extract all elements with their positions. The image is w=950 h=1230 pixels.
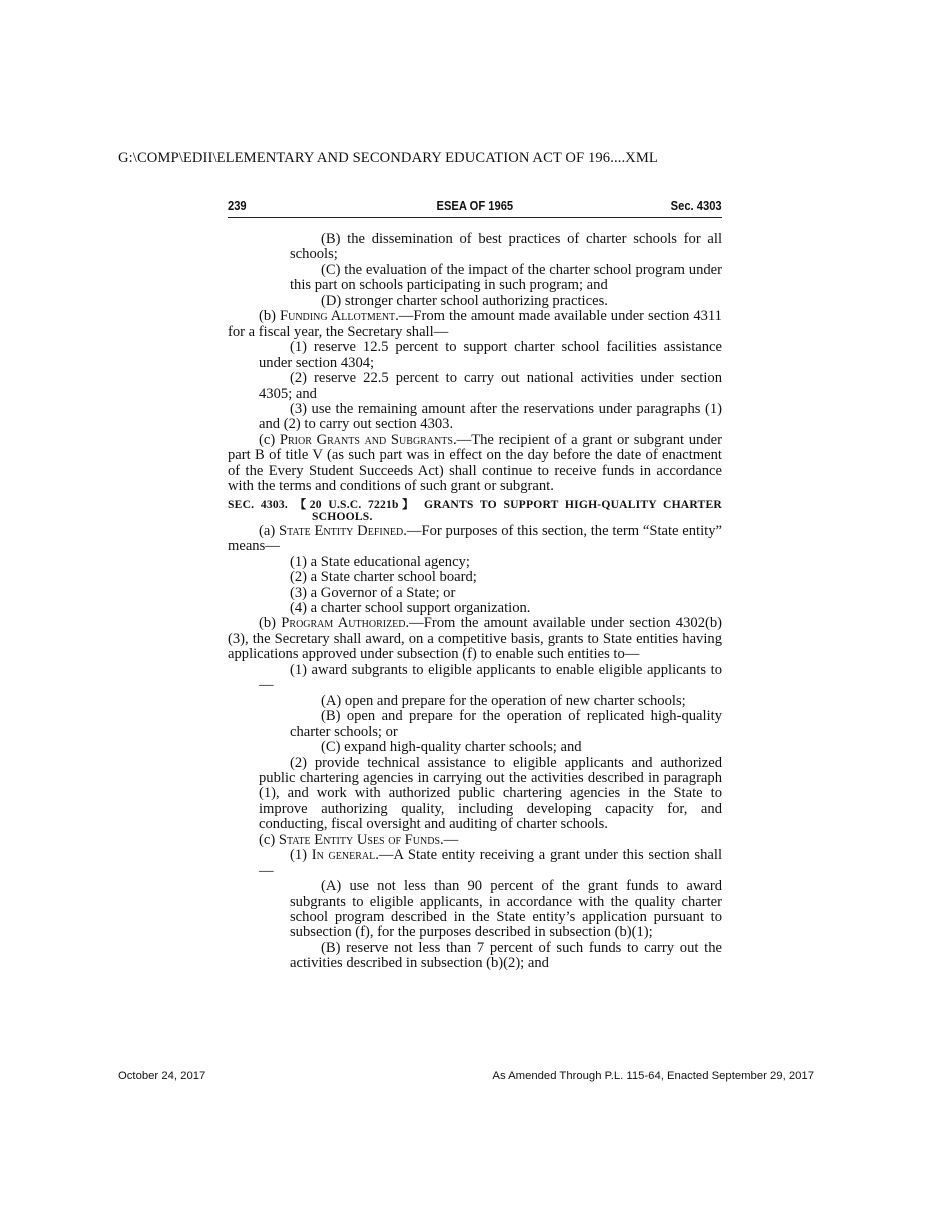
running-section: Sec. 4303 xyxy=(670,198,722,213)
paragraph: (C) the evaluation of the impact of the charter school program under this part on schools participating in such program; and xyxy=(290,261,722,294)
paragraph-designation: (1) xyxy=(290,847,312,864)
running-title: ESEA OF 1965 xyxy=(436,198,514,213)
paragraph-text: .—From the amount made available under section 4311 for a fiscal year, the Secretary shall— xyxy=(228,308,722,340)
paragraph-text: .— xyxy=(440,831,459,848)
paragraph: (2) provide technical assistance to eligible applicants and authorized public chartering agencies in carrying out the activities described in paragraph (1), and work with authorized public chartering agencies in the State to improve authorizing quality, including developing capacity for, and conducting, fiscal oversight and auditing of charter schools. xyxy=(259,754,722,833)
paragraph-heading: State Entity Uses of Funds xyxy=(278,831,441,848)
paragraph: (B) the dissemination of best practices of charter schools for all schools; xyxy=(290,231,722,263)
paragraph-designation: (b) xyxy=(259,308,280,325)
paragraph: (D) stronger charter school authorizing practices. xyxy=(321,292,608,309)
document-body xyxy=(228,232,722,972)
paragraph-designation: (c) xyxy=(259,431,280,448)
running-head xyxy=(228,198,722,216)
paragraph-heading: Prior Grants and Subgrants xyxy=(279,431,453,448)
section-heading: SEC. 4303. 【20 U.S.C. 7221b】 GRANTS TO SUPPORT HIGH-QUALITY CHARTER SCHOOLS. xyxy=(228,497,722,523)
paragraph: (1) reserve 12.5 percent to support charter school facilities assistance under section 4304; xyxy=(259,339,722,371)
paragraph: (B) open and prepare for the operation of replicated high-quality charter schools; or xyxy=(290,708,722,740)
paragraph xyxy=(228,524,722,555)
paragraph-text: .—A State entity receiving a grant under this section shall— xyxy=(259,847,722,879)
paragraph: (1) a State educational agency; xyxy=(290,553,470,570)
paragraph-heading: State Entity Defined xyxy=(278,522,404,539)
paragraph: (1) award subgrants to eligible applicants to enable eligible applicants to— xyxy=(259,661,722,694)
paragraph: (4) a charter school support organization. xyxy=(290,599,531,616)
footer-amended-through: As Amended Through P.L. 115-64, Enacted September 29, 2017 xyxy=(492,1070,814,1082)
file-path: G:\COMP\EDII\ELEMENTARY AND SECONDARY EDUCATION ACT OF 196....XML xyxy=(118,150,658,166)
paragraph xyxy=(228,848,722,879)
paragraph: (C) expand high-quality charter schools; and xyxy=(321,739,582,756)
paragraph xyxy=(228,616,722,662)
paragraph: (A) open and prepare for the operation of new charter schools; xyxy=(321,692,686,709)
paragraph-heading: Program Authorized xyxy=(281,615,406,632)
paragraph xyxy=(228,833,722,848)
paragraph: (2) a State charter school board; xyxy=(290,569,477,586)
paragraph: (3) a Governor of a State; or xyxy=(290,584,456,601)
paragraph: (3) use the remaining amount after the reservations under paragraphs (1) and (2) to carry out section 4303. xyxy=(259,400,722,433)
paragraph-designation: (b) xyxy=(259,615,282,632)
header-rule xyxy=(228,217,722,218)
paragraph-text: .—From the amount available under section 4302(b)(3), the Secretary shall award, on a competitive basis, grants to State entities having applications approved under subsection (f) to enable such entities to— xyxy=(228,615,723,663)
footer-date: October 24, 2017 xyxy=(118,1070,206,1082)
paragraph-heading: In general xyxy=(311,847,376,864)
paragraph: (B) reserve not less than 7 percent of such funds to carry out the activities described in subsection (b)(2); and xyxy=(290,939,722,972)
paragraph-designation: (a) xyxy=(259,522,279,539)
paragraph-designation: (c) xyxy=(259,831,279,848)
paragraph-text: .—The recipient of a grant or subgrant under part B of title V (as such part was in effect on the day before the date of enactment of the Every Student Succeeds Act) shall continue to receive funds in accordance with the terms and conditions of such grant or subgrant. xyxy=(228,431,722,495)
paragraph xyxy=(228,433,722,495)
paragraph xyxy=(228,309,722,340)
paragraph-text: .—For purposes of this section, the term “State entity” means— xyxy=(228,522,722,555)
paragraph-heading: Funding Allotment xyxy=(280,308,396,325)
paragraph: (2) reserve 22.5 percent to carry out national activities under section 4305; and xyxy=(259,370,722,402)
paragraph: (A) use not less than 90 percent of the grant funds to award subgrants to eligible applicants, in accordance with the quality charter school program described in the State entity’s application pursuant to subsection (f), for the purposes described in subsection (b)(1); xyxy=(290,878,722,941)
page-number: 239 xyxy=(228,198,247,213)
